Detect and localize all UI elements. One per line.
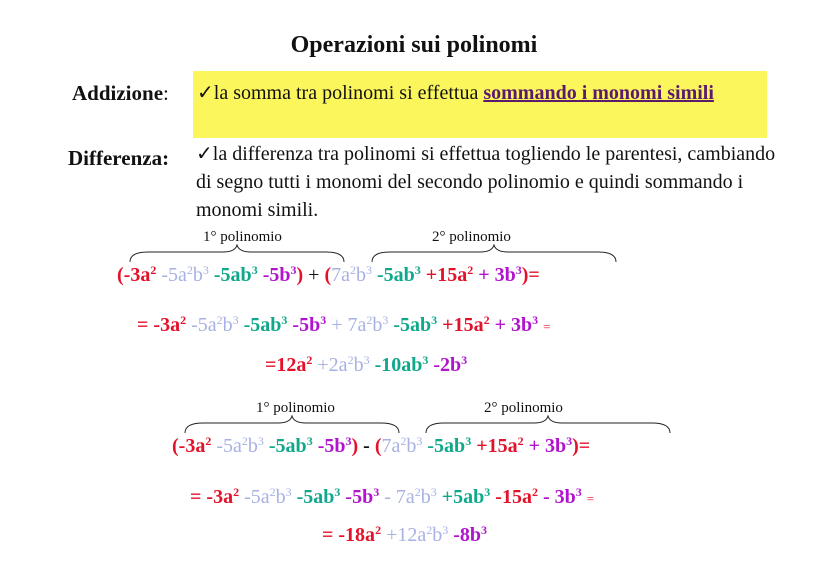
check-icon: ✓ [197,82,214,104]
difference-result-line: = $-18a^2 +12a^2b^3$ $-8b^3$ [322,523,488,546]
second-polynomial-brace-diff [424,415,672,435]
difference-expression-line: ($-3a^2$ $-5a^2b^3$ $-5ab^3$ $-5b^3) - (7a^2b^3$ $-5ab^3 +15a^2 + 3b^3)=$ [172,434,591,457]
check-icon: ✓ [196,143,213,165]
sum-expanded-line: = $-3a^2$ $-5a^2b^3$ $-5ab^3$ $-5b^3 + 7a^2b^3$ $-5ab^3 +15a^2 + 3b^3$ = [137,313,551,336]
first-polynomial-caption-diff: 1° polinomio [256,400,335,416]
first-polynomial-brace-diff [183,415,401,435]
difference-label: Differenza: [68,146,170,170]
second-polynomial-caption: 2° polinomio [432,229,511,245]
first-polynomial-caption: 1° polinomio [203,229,282,245]
page-title: Operazioni sui polinomi [290,32,538,58]
sum-expression-line: ($-3a^2$ $-5a^2b^3$ $-5ab^3$ $-5b^3) + (7a^2b^3$ $-5ab^3 +15a^2 + 3b^3)=$ [117,263,540,286]
second-polynomial-caption-diff: 2° polinomio [484,400,563,416]
second-polynomial-brace [370,244,618,264]
addition-label: Addizione: [72,81,169,105]
sum-result-line: $=12a^2 +2a^2b^3$ $-10ab^3$ $-2b^3$ [265,353,468,376]
difference-expanded-line: = $-3a^2$ $-5a^2b^3$ $-5ab^3$ $-5b^3 - 7a^2b^3 +5ab^3$ $-15a^2 - 3b^3$ = [190,485,595,508]
addition-highlight-phrase: sommando i monomi simili [483,82,714,104]
addition-text: ✓la somma tra polinomi si effettua sommando i monomi simili [197,82,714,104]
difference-text: ✓la differenza tra polinomi si effettua togliendo le parentesi, cambiando di segno tutti i monomi del secondo polinomio e quindi sommando i monomi simili. [196,143,776,221]
first-polynomial-brace [128,244,346,264]
